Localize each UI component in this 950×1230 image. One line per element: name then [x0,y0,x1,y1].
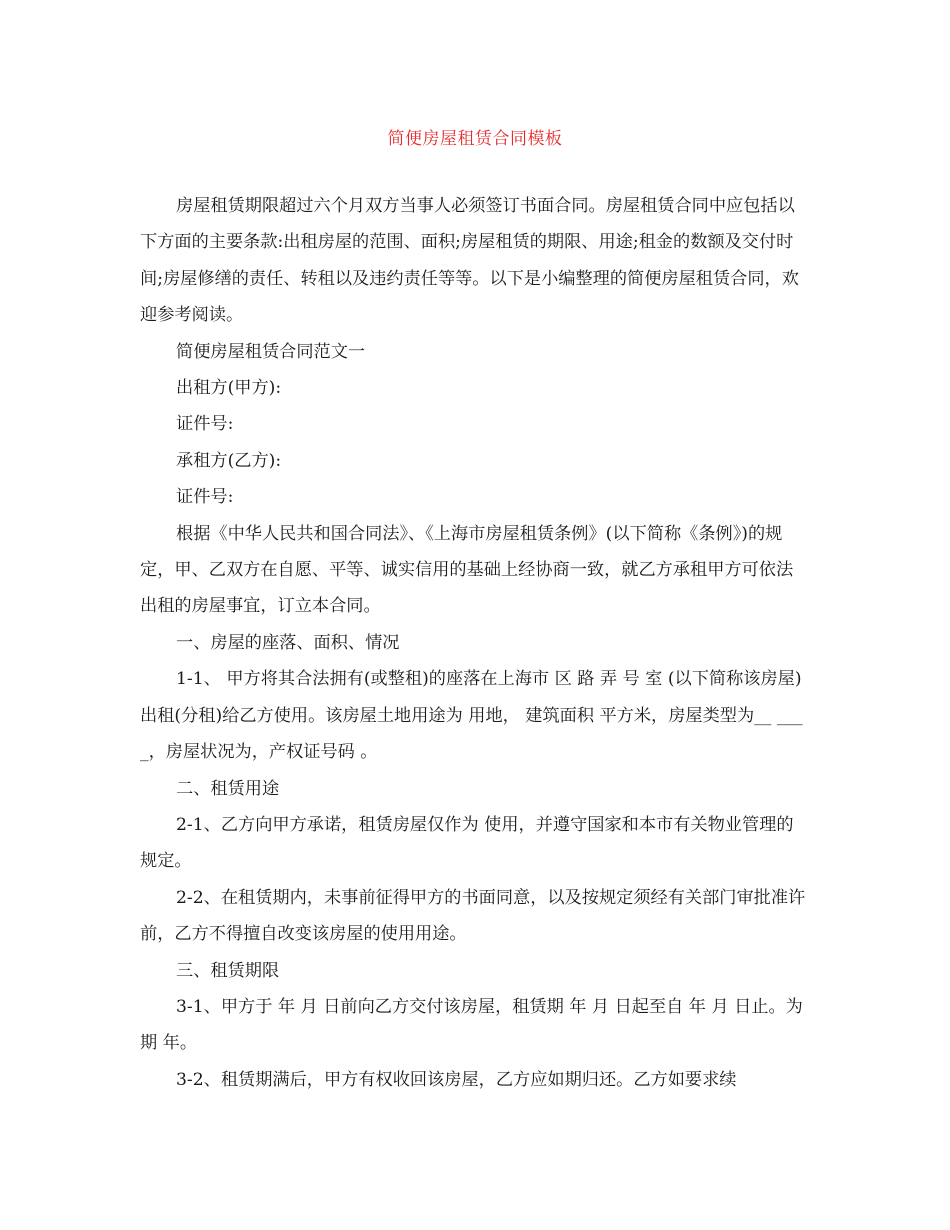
document-body [140,188,810,1098]
clause-3-1: 3-1、甲方于 年 月 日前向乙方交付该房屋，租赁期 年 月 日起至自 年 月 日止。为期 年。 [140,996,803,1054]
section-heading-3: 三、租赁期限 [176,960,280,981]
section-heading-1: 一、房屋的座落、面积、情况 [176,632,400,653]
clause-2-1: 2-1、乙方向甲方承诺，租赁房屋仅作为 使用，并遵守国家和本市有关物业管理的规定。 [140,814,794,872]
paragraph-intro: 房屋租赁期限超过六个月双方当事人必须签订书面合同。房屋租赁合同中应包括以下方面的主要条款:出租房屋的范围、面积;房屋租赁的期限、用途;租金的数额及交付时间;房屋修缮的责任、转租以及违约责任等等。以下是小编整理的简便房屋租赁合同，欢迎参考阅读。 [140,196,799,326]
clause-1-1: 1-1、 甲方将其合法拥有(或整租)的座落在上海市 区 路 弄 号 室 (以下简称该房屋)出租(分租)给乙方使用。该房屋土地用途为 用地， 建筑面积 平方米，房屋类型为__ ____，房屋状况为，产权证号码 。 [140,669,803,763]
paragraph-lessor: 出租方(甲方): [176,378,282,399]
paragraph-preamble: 根据《中华人民共和国合同法》、《上海市房屋租赁条例》(以下简称《条例》)的规定，甲、乙双方在自愿、平等、诚实信用的基础上经协商一致，就乙方承租甲方可依法出租的房屋事宜，订立本合同。 [140,523,794,617]
document-title: 简便房屋租赁合同模板 [387,129,563,149]
section-heading-2: 二、租赁用途 [176,778,280,799]
paragraph-lessee: 承租方(乙方): [176,450,282,471]
paragraph-lessee-id: 证件号: [176,487,234,508]
paragraph-sample-heading: 简便房屋租赁合同范文一 [176,341,366,362]
paragraph-lessor-id: 证件号: [176,414,234,435]
clause-2-2: 2-2、在租赁期内，未事前征得甲方的书面同意，以及按规定须经有关部门审批准许前，乙方不得擅自改变该房屋的使用用途。 [140,887,806,945]
clause-3-2: 3-2、租赁期满后，甲方有权收回该房屋，乙方应如期归还。乙方如要求续 [176,1069,737,1090]
